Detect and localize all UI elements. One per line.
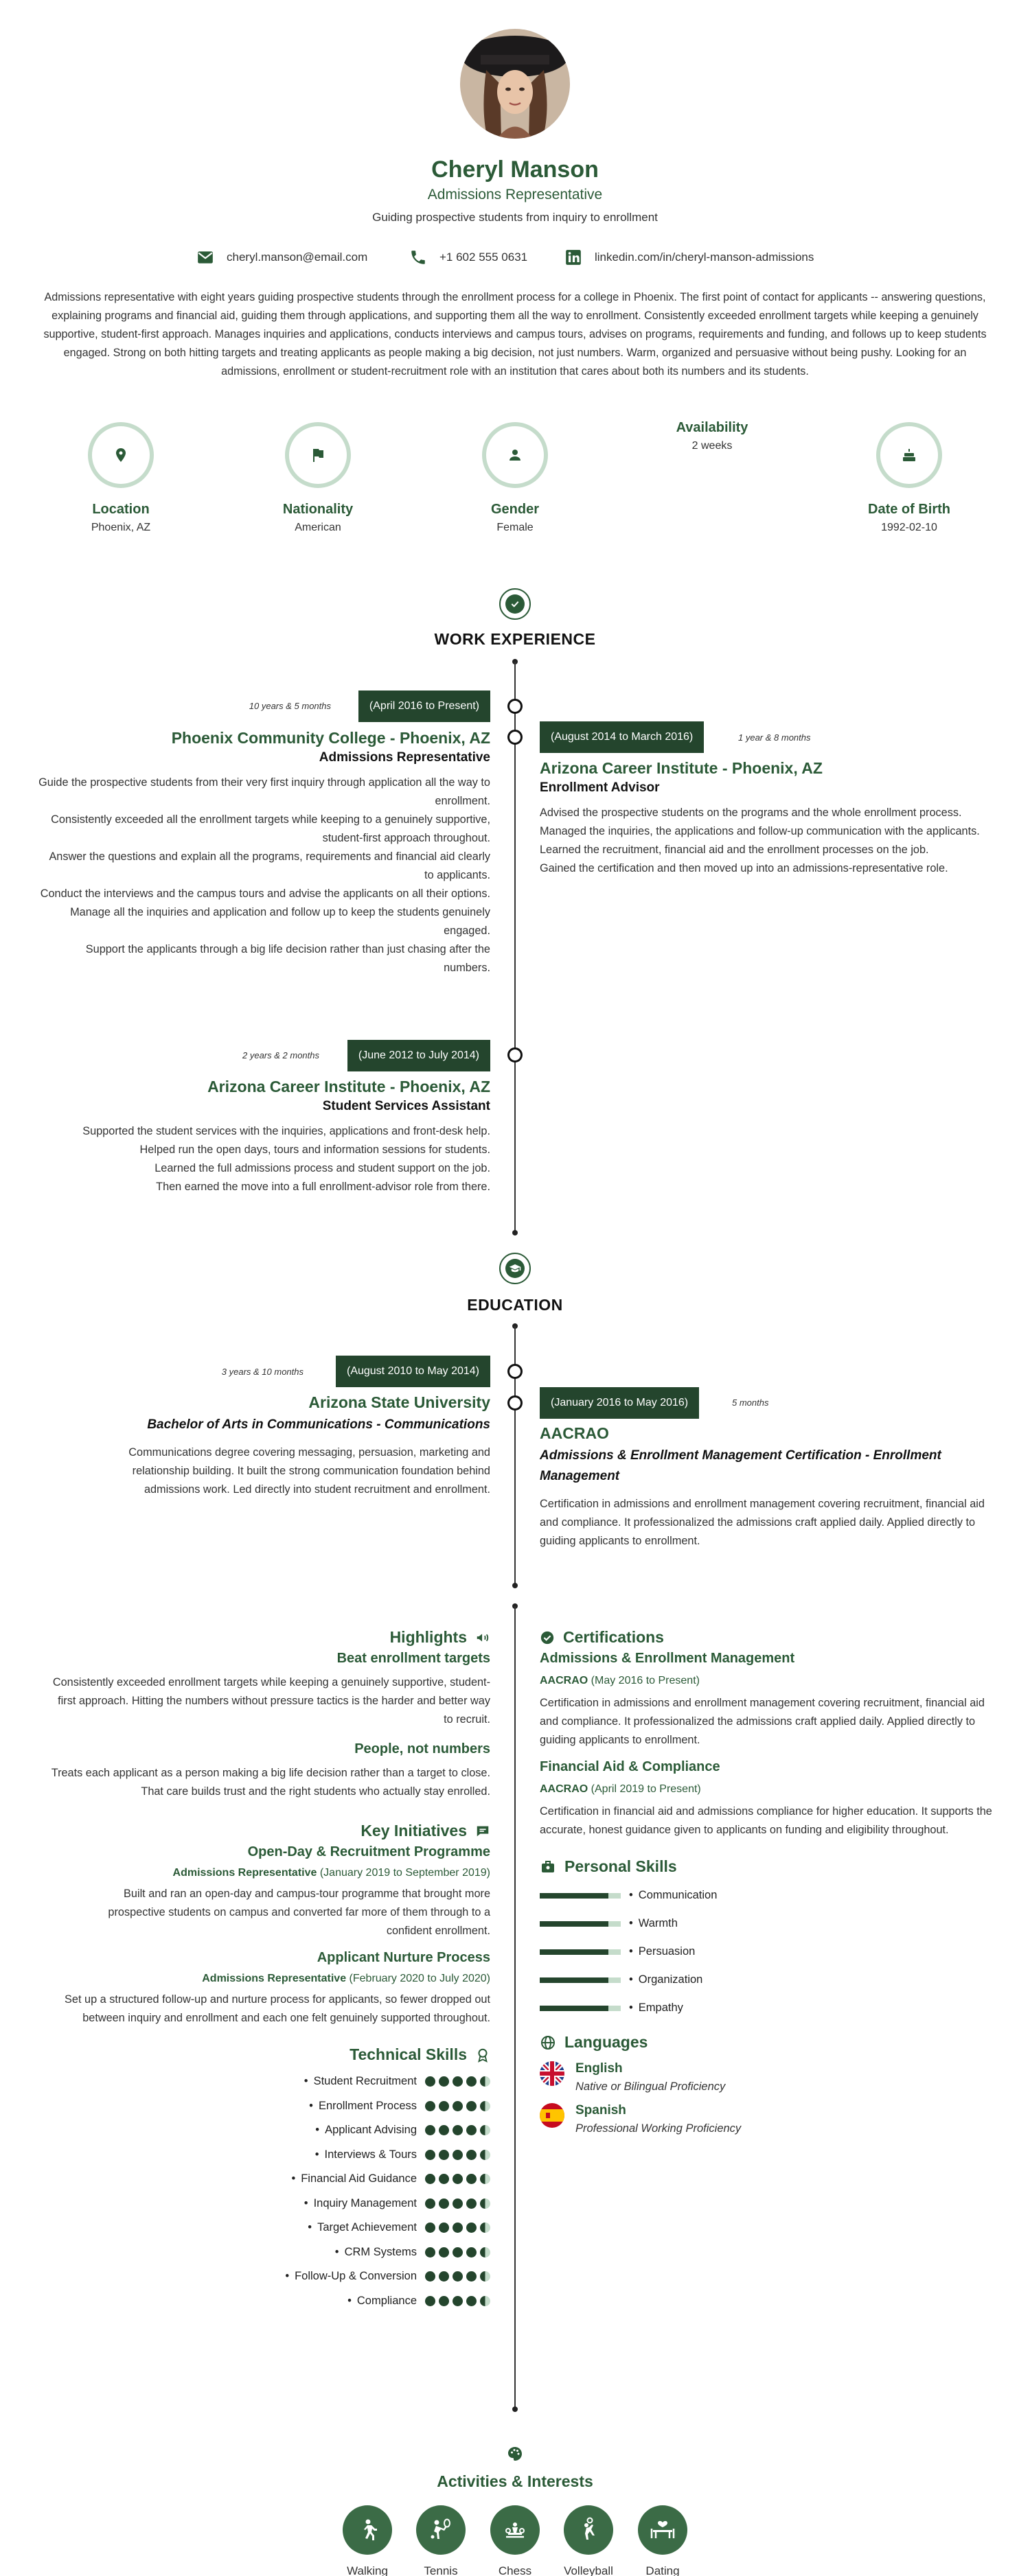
rating-dot — [480, 2198, 490, 2209]
cert-title: Financial Aid & Compliance — [540, 1759, 720, 1774]
job-line: Consistently exceeded all the enrollment targets while keeping to a genuinely supportive, student-first approach throughout. — [51, 813, 490, 844]
job-line: Then earned the move into a full enrollment-advisor role from there. — [156, 1181, 490, 1193]
job-duration: 10 years & 5 months — [249, 701, 331, 711]
availability-label: Availability — [676, 420, 748, 435]
rating-dot — [466, 2150, 477, 2160]
tagline: Guiding prospective students from inquiry to enrollment — [372, 211, 658, 224]
highlights-heading — [23, 1628, 490, 1647]
tennis-icon — [427, 2516, 455, 2544]
job-entry-2 — [540, 759, 1000, 878]
timeline-node — [507, 699, 523, 714]
job-org: Arizona Career Institute - Phoenix, AZ — [207, 1078, 490, 1095]
technical-skill-name: • Interviews & Tours — [315, 2148, 417, 2161]
technical-skill-row — [23, 2167, 490, 2192]
personal-skill-row — [540, 1938, 993, 1966]
technical-skills-title: Technical Skills — [350, 2045, 467, 2063]
highlight-text: Treats each applicant as a person making a big life decision rather than a target to close. That care builds trust and the right students who actually stay enrolled. — [51, 1767, 490, 1798]
personal-skill-row — [540, 1910, 993, 1938]
rating-dot — [439, 2101, 449, 2111]
edu-description: Communications degree covering messaging, persuasion, marketing and relationship building. It built the strong communication foundation behind admissions work. Led directly into student recruitment and enrollment. — [128, 1446, 490, 1496]
timeline-node — [507, 1047, 523, 1063]
badge-check-icon — [510, 599, 520, 610]
cert-dates: (April 2019 to Present) — [591, 1783, 701, 1795]
certifications-title: Certifications — [563, 1628, 664, 1646]
job-date-badge: (April 2016 to Present) — [358, 691, 490, 722]
email-icon — [196, 248, 214, 266]
job-description — [540, 804, 1000, 878]
interest-name: Tennis — [424, 2564, 458, 2576]
technical-skill-row — [23, 2216, 490, 2240]
email-text: cheryl.manson@email.com — [227, 251, 368, 264]
chat-icon — [475, 1824, 490, 1839]
job-line: Advised the prospective students on the programs and the whole enrollment process. — [540, 807, 962, 819]
job-line: Helped run the open days, tours and information sessions for students. — [139, 1144, 490, 1156]
highlight-title: People, not numbers — [354, 1741, 490, 1756]
technical-skill-name: • CRM Systems — [335, 2246, 417, 2259]
timeline-end-dot — [512, 1230, 518, 1235]
rating-dot — [439, 2198, 449, 2209]
personal-skill-name: • Communication — [629, 1889, 717, 1902]
contact-email[interactable] — [196, 248, 367, 266]
cert-meta — [540, 1675, 993, 1687]
edu-duration: 3 years & 10 months — [221, 1367, 304, 1377]
rating-dot — [453, 2271, 463, 2282]
highlights-title: Highlights — [389, 1628, 467, 1646]
personal-skill-name: • Empathy — [629, 2001, 683, 2015]
language-item — [540, 2061, 993, 2093]
rating-dot — [453, 2247, 463, 2258]
job-position: Enrollment Advisor — [540, 780, 660, 795]
language-name: Spanish — [575, 2103, 626, 2117]
language-item — [540, 2103, 993, 2135]
technical-skill-row — [23, 2264, 490, 2289]
palette-icon — [507, 2446, 523, 2465]
skill-rating — [425, 2150, 490, 2160]
job-line: Support the applicants through a big life decision rather than just chasing after the numbers. — [85, 943, 490, 974]
right-column — [540, 1628, 993, 2135]
dating-icon — [649, 2516, 676, 2544]
rating-dot — [439, 2223, 449, 2233]
technical-skills-heading — [23, 2045, 490, 2064]
job-position: Student Services Assistant — [322, 1099, 490, 1113]
interest-name: Chess — [498, 2564, 532, 2576]
cert-text: Certification in admissions and enrollment management covering recruitment, financial aid and compliance. It professionalized the admissions craft applied daily. Applied directly to guiding applicants to enrollment. — [540, 1697, 985, 1746]
personal-skills-title: Personal Skills — [564, 1857, 677, 1875]
candidate-name: Cheryl Manson — [431, 156, 599, 183]
rating-dot — [466, 2076, 477, 2087]
technical-skill-name: • Financial Aid Guidance — [291, 2172, 417, 2185]
rating-dot — [453, 2223, 463, 2233]
interest-name: Walking — [347, 2564, 388, 2576]
skill-rating — [425, 2223, 490, 2233]
walking-icon — [354, 2516, 381, 2544]
rating-dot — [480, 2247, 490, 2258]
rating-dot — [466, 2125, 477, 2135]
cert-issuer: AACRAO — [540, 1675, 588, 1686]
edu-degree: Admissions & Enrollment Management Certification - Enrollment Management — [540, 1448, 941, 1483]
info-value: Phoenix, AZ — [91, 522, 151, 533]
technical-skill-row — [23, 2069, 490, 2094]
phone-icon — [409, 248, 427, 266]
technical-skill-name: • Applicant Advising — [315, 2124, 417, 2137]
job-line: Guide the prospective students from their very first inquiry through application all the way to enrollment. — [38, 776, 490, 807]
candidate-role: Admissions Representative — [427, 187, 603, 202]
job-line: Gained the certification and then moved up into an admissions-representative role. — [540, 862, 948, 874]
job-line: Learned the recruitment, financial aid and the enrollment processes on the job. — [540, 844, 929, 856]
initiative-dates: (February 2020 to July 2020) — [349, 1973, 490, 1984]
initiative-dates: (January 2019 to September 2019) — [319, 1867, 490, 1879]
skill-level-bar — [540, 2006, 621, 2011]
cert-issuer: AACRAO — [540, 1783, 588, 1795]
award-icon — [475, 2047, 490, 2063]
edu-institution: AACRAO — [540, 1424, 609, 1442]
initiative-meta — [23, 1867, 490, 1879]
technical-skill-name: • Follow-Up & Conversion — [285, 2270, 417, 2283]
graduation-cap-icon — [509, 1262, 521, 1275]
personal-skill-row — [540, 1881, 993, 1910]
languages-heading — [540, 2033, 993, 2052]
job-description — [23, 1122, 490, 1196]
job-org: Phoenix Community College - Phoenix, AZ — [171, 729, 490, 747]
edu-description: Certification in admissions and enrollment management covering recruitment, financial aid and compliance. It professionalized the admissions craft applied daily. Applied directly to guiding applicants to enrollment. — [540, 1498, 985, 1547]
rating-dot — [425, 2174, 435, 2184]
info-label: Nationality — [282, 502, 354, 517]
job-entry-3 — [23, 1078, 490, 1196]
skill-level-bar — [540, 1949, 621, 1955]
initiative-title: Open-Day & Recruitment Programme — [247, 1844, 490, 1859]
uk-flag-icon — [540, 2061, 564, 2086]
timeline-end-dot — [512, 2406, 518, 2412]
contact-phone[interactable] — [409, 248, 527, 266]
info-availability — [640, 420, 784, 452]
job-org: Arizona Career Institute - Phoenix, AZ — [540, 759, 823, 777]
rating-dot — [439, 2076, 449, 2087]
technical-skill-name: • Enrollment Process — [309, 2100, 417, 2113]
initiative-role: Admissions Representative — [202, 1973, 347, 1984]
info-location — [49, 422, 193, 534]
rating-dot — [453, 2296, 463, 2306]
rating-dot — [425, 2198, 435, 2209]
personal-skills-list — [540, 1881, 993, 2022]
info-label: Location — [92, 502, 150, 517]
rating-dot — [453, 2174, 463, 2184]
highlight-title: Beat enrollment targets — [336, 1651, 490, 1666]
personal-skill-name: • Warmth — [629, 1917, 678, 1930]
rating-dot — [439, 2174, 449, 2184]
interest-item — [330, 2505, 405, 2576]
personal-skill-name: • Organization — [629, 1973, 702, 1986]
rating-dot — [480, 2174, 490, 2184]
rating-dot — [480, 2223, 490, 2233]
rating-dot — [439, 2271, 449, 2282]
job-duration: 1 year & 8 months — [738, 732, 811, 743]
timeline-node — [507, 730, 523, 745]
rating-dot — [466, 2247, 477, 2258]
info-value: Female — [496, 522, 534, 533]
skill-rating — [425, 2076, 490, 2087]
info-label: Gender — [490, 502, 540, 517]
work-section-icon — [499, 588, 531, 620]
skill-level-bar — [540, 1893, 621, 1899]
info-label: Date of Birth — [868, 502, 950, 517]
rating-dot — [480, 2296, 490, 2306]
job-position: Admissions Representative — [319, 750, 490, 765]
work-section-title: WORK EXPERIENCE — [434, 630, 596, 648]
skill-rating — [425, 2296, 490, 2306]
initiatives-heading — [23, 1822, 490, 1840]
rating-dot — [466, 2296, 477, 2306]
education-entry-1 — [23, 1393, 490, 1499]
edu-duration: 5 months — [732, 1397, 769, 1408]
cert-meta — [540, 1783, 993, 1796]
edu-degree: Bachelor of Arts in Communications - Communications — [147, 1417, 490, 1432]
initiative-role: Admissions Representative — [172, 1867, 317, 1879]
rating-dot — [425, 2247, 435, 2258]
certificate-check-icon — [540, 1630, 555, 1645]
flag-icon — [310, 447, 326, 463]
technical-skill-row — [23, 2094, 490, 2119]
skill-rating — [425, 2198, 490, 2209]
rating-dot — [466, 2223, 477, 2233]
technical-skill-row — [23, 2192, 490, 2216]
language-level: Native or Bilingual Proficiency — [575, 2080, 726, 2093]
info-value: 1992-02-10 — [881, 522, 937, 533]
language-name: English — [575, 2061, 623, 2076]
skill-rating — [425, 2247, 490, 2258]
rating-dot — [439, 2296, 449, 2306]
rating-dot — [466, 2198, 477, 2209]
rating-dot — [425, 2223, 435, 2233]
rating-dot — [453, 2101, 463, 2111]
skill-rating — [425, 2101, 490, 2111]
skill-level-bar — [540, 1977, 621, 1983]
interest-item — [477, 2505, 553, 2576]
work-timeline — [514, 662, 516, 1233]
timeline-end-dot — [512, 1583, 518, 1588]
info-nationality — [246, 422, 390, 534]
edu-institution: Arizona State University — [308, 1393, 490, 1411]
cert-title: Admissions & Enrollment Management — [540, 1651, 795, 1666]
info-dob — [837, 422, 981, 534]
technical-skill-row — [23, 2143, 490, 2168]
education-section-title: EDUCATION — [467, 1296, 563, 1314]
job-date-badge: (August 2014 to March 2016) — [540, 721, 704, 753]
interest-item — [403, 2505, 479, 2576]
technical-skill-row — [23, 2289, 490, 2314]
personal-skill-row — [540, 1966, 993, 1994]
personal-skill-row — [540, 1994, 993, 2022]
person-icon — [507, 447, 523, 463]
skill-level-bar — [540, 1921, 621, 1927]
rating-dot — [480, 2150, 490, 2160]
technical-skill-row — [23, 2118, 490, 2143]
info-gender — [443, 422, 587, 534]
interest-name: Dating — [645, 2564, 680, 2576]
rating-dot — [439, 2125, 449, 2135]
job-description — [37, 774, 490, 977]
map-pin-icon — [113, 447, 129, 463]
technical-skill-name: • Compliance — [347, 2295, 417, 2308]
technical-skills-list — [23, 2069, 490, 2313]
contact-linkedin[interactable] — [564, 248, 814, 266]
linkedin-icon — [564, 248, 582, 266]
rating-dot — [425, 2150, 435, 2160]
rating-dot — [425, 2101, 435, 2111]
megaphone-icon — [475, 1630, 490, 1645]
job-line: Managed the inquiries, the applications and follow-up communication with the applicants. — [540, 825, 980, 837]
details-timeline — [514, 1606, 516, 2409]
professional-summary: Admissions representative with eight years guiding prospective students through the enrollment process for a college in Phoenix. The first point of contact for applicants -- answering questions, explaining programs and financial aid, guiding them through applications, and supporting them all the way to enrollment. Consistently exceeded enrollment targets while keeping a genuinely supportive, student-first approach. Manages inquiries and applications, conducts interviews and campus tours, advises on programs, requirements and funding, and follows up to keep students engaged. Strong on both hitting targets and treating applicants as people making a big decision, not just numbers. Warm, organized and persuasive without being pushy. Looking for an admissions, enrollment or student-recruitment role with an institution that cares about both its numbers and its students. — [43, 291, 987, 378]
spain-flag-icon — [540, 2103, 564, 2128]
initiative-text: Set up a structured follow-up and nurture process for applicants, so fewer dropped out between inquiry and enrollment and each one felt genuinely supported throughout. — [65, 1993, 490, 2024]
timeline-node — [507, 1395, 523, 1411]
volleyball-icon — [575, 2516, 602, 2544]
left-column — [23, 1628, 490, 2313]
rating-dot — [425, 2076, 435, 2087]
language-level: Professional Working Proficiency — [575, 2122, 742, 2135]
info-value: American — [295, 522, 341, 533]
timeline-node — [507, 1364, 523, 1379]
linkedin-text: linkedin.com/in/cheryl-manson-admissions — [595, 251, 814, 264]
highlight-text: Consistently exceeded enrollment targets while keeping a genuinely supportive, student-first approach. Hitting the numbers without pressure tactics is the harder and better way to recruit. — [52, 1676, 490, 1726]
rating-dot — [466, 2271, 477, 2282]
interest-item — [625, 2505, 700, 2576]
phone-text: +1 602 555 0631 — [439, 251, 528, 264]
initiative-meta — [23, 1973, 490, 1985]
rating-dot — [480, 2125, 490, 2135]
interest-item — [551, 2505, 626, 2576]
initiative-text: Built and ran an open-day and campus-tour programme that brought more prospective students on campus and converted far more of them through to a confident enrollment. — [108, 1888, 490, 1937]
rating-dot — [453, 2125, 463, 2135]
job-line: Conduct the interviews and the campus tours and advise the applicants on all their options. — [40, 887, 490, 900]
personal-skills-heading — [540, 1857, 993, 1876]
rating-dot — [425, 2125, 435, 2135]
rating-dot — [480, 2101, 490, 2111]
rating-dot — [439, 2150, 449, 2160]
technical-skill-name: • Target Achievement — [308, 2221, 417, 2234]
skill-rating — [425, 2271, 490, 2282]
skill-rating — [425, 2174, 490, 2184]
chess-icon — [501, 2516, 529, 2544]
edu-date-badge: (August 2010 to May 2014) — [336, 1356, 490, 1387]
cert-text: Certification in financial aid and admissions compliance for higher education. It supports the accurate, honest guidance given to applicants on funding and eligibility throughout. — [540, 1805, 992, 1836]
job-date-badge: (June 2012 to July 2014) — [347, 1040, 490, 1071]
education-section-icon — [499, 1253, 531, 1284]
personal-skill-name: • Persuasion — [629, 1945, 695, 1958]
rating-dot — [439, 2247, 449, 2258]
interest-name: Volleyball — [564, 2564, 613, 2576]
rating-dot — [466, 2174, 477, 2184]
rating-dot — [453, 2198, 463, 2209]
languages-title: Languages — [564, 2033, 648, 2051]
interests-title: Activities & Interests — [437, 2472, 593, 2490]
rating-dot — [480, 2271, 490, 2282]
availability-value: 2 weeks — [691, 440, 733, 452]
cert-dates: (May 2016 to Present) — [591, 1675, 700, 1686]
rating-dot — [425, 2271, 435, 2282]
certifications-heading — [540, 1628, 993, 1647]
job-duration: 2 years & 2 months — [242, 1050, 319, 1060]
profile-photo — [460, 29, 570, 139]
job-line: Answer the questions and explain all the programs, requirements and financial aid clearly to applicants. — [49, 850, 490, 881]
job-line: Manage all the inquiries and application and follow up to keep the students genuinely engaged. — [70, 906, 490, 937]
education-entry-2 — [540, 1424, 993, 1551]
rating-dot — [466, 2101, 477, 2111]
rating-dot — [480, 2076, 490, 2087]
job-entry-1 — [37, 729, 490, 977]
globe-icon — [540, 2034, 556, 2051]
rating-dot — [425, 2296, 435, 2306]
edu-date-badge: (January 2016 to May 2016) — [540, 1387, 699, 1419]
cake-icon — [901, 447, 917, 463]
technical-skill-name: • Inquiry Management — [304, 2197, 417, 2210]
skill-rating — [425, 2125, 490, 2135]
initiatives-title: Key Initiatives — [360, 1822, 467, 1840]
initiative-title: Applicant Nurture Process — [317, 1950, 490, 1965]
rating-dot — [453, 2150, 463, 2160]
job-line: Learned the full admissions process and student support on the job. — [154, 1162, 490, 1174]
technical-skill-row — [23, 2240, 490, 2265]
job-line: Supported the student services with the inquiries, applications and front-desk help. — [82, 1125, 490, 1137]
toolbox-icon — [540, 1859, 556, 1875]
technical-skill-name: • Student Recruitment — [304, 2075, 417, 2088]
rating-dot — [453, 2076, 463, 2087]
